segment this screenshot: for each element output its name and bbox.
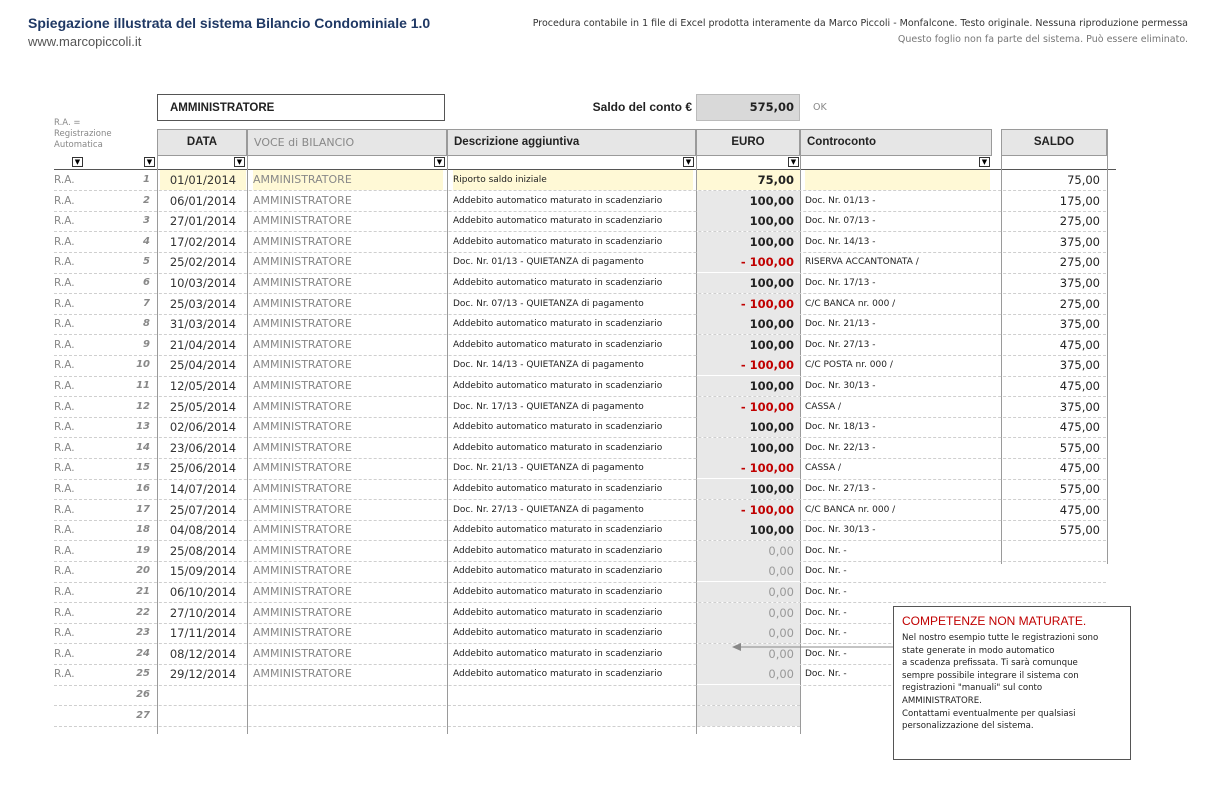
column-header-saldo[interactable]: SALDO bbox=[1001, 129, 1107, 156]
controconto-cell[interactable]: Doc. Nr. 21/13 - bbox=[805, 319, 876, 330]
column-header-euro[interactable]: EURO bbox=[696, 129, 800, 156]
description-cell[interactable]: Doc. Nr. 14/13 - QUIETANZA di pagamento bbox=[453, 360, 644, 371]
euro-cell[interactable]: - 100,00 bbox=[697, 397, 800, 417]
saldo-cell[interactable]: 375,00 bbox=[1059, 276, 1100, 290]
ra-cell: R.A. bbox=[54, 565, 75, 578]
description-cell[interactable]: Addebito automatico maturato in scadenziario bbox=[453, 236, 663, 247]
controconto-cell[interactable]: Doc. Nr. 30/13 - bbox=[805, 525, 876, 536]
date-cell[interactable] bbox=[160, 685, 246, 705]
saldo-cell[interactable]: 475,00 bbox=[1059, 502, 1100, 517]
controconto-cell[interactable]: Doc. Nr. 27/13 - bbox=[805, 339, 876, 350]
euro-cell[interactable]: 100,00 bbox=[697, 438, 800, 458]
ra-cell: R.A. bbox=[54, 297, 75, 310]
description-cell[interactable]: Addebito automatico maturato in scadenziario bbox=[453, 648, 663, 659]
row-number-cell: 10 bbox=[136, 359, 150, 371]
ra-cell: R.A. bbox=[54, 462, 75, 475]
saldo-cell[interactable]: 275,00 bbox=[1059, 255, 1100, 270]
row-number-cell: 11 bbox=[136, 380, 150, 391]
date-cell[interactable]: 25/07/2014 bbox=[169, 502, 237, 517]
description-cell[interactable]: Addebito automatico maturato in scadenziario bbox=[453, 278, 663, 288]
row-number-cell: 27 bbox=[136, 709, 150, 721]
controconto-cell[interactable]: Doc. Nr. - bbox=[805, 545, 847, 556]
ra-cell bbox=[54, 685, 104, 705]
table-row[interactable] bbox=[0, 252, 1222, 272]
date-cell[interactable]: 27/10/2014 bbox=[169, 605, 237, 620]
row-number-cell: 20 bbox=[136, 565, 150, 577]
ra-legend-line: R.A. = bbox=[54, 118, 81, 128]
table-row[interactable] bbox=[0, 170, 1222, 190]
ra-cell: R.A. bbox=[54, 194, 75, 207]
controconto-cell[interactable]: Doc. Nr. - bbox=[805, 648, 847, 659]
controconto-cell[interactable] bbox=[805, 170, 990, 190]
row-number-cell: 26 bbox=[136, 689, 150, 700]
description-cell[interactable]: Addebito automatico maturato in scadenziario bbox=[453, 628, 663, 639]
voce-cell[interactable]: AMMINISTRATORE bbox=[253, 585, 352, 598]
saldo-cell[interactable]: 475,00 bbox=[1059, 461, 1100, 476]
controconto-cell[interactable]: Doc. Nr. - bbox=[805, 607, 847, 618]
callout-line: sempre possibile integrare il sistema con bbox=[902, 670, 1079, 681]
row-number-cell: 25 bbox=[136, 668, 150, 680]
description-cell[interactable]: Addebito automatico maturato in scadenziario bbox=[453, 669, 663, 680]
ra-cell: R.A. bbox=[54, 586, 75, 598]
date-cell[interactable]: 02/06/2014 bbox=[169, 420, 237, 435]
description-cell[interactable]: Doc. Nr. 27/13 - QUIETANZA di pagamento bbox=[453, 504, 644, 515]
description-cell[interactable]: Doc. Nr. 21/13 - QUIETANZA di pagamento bbox=[453, 463, 644, 474]
euro-cell[interactable]: 0,00 bbox=[697, 623, 800, 643]
controconto-cell[interactable]: C/C BANCA nr. 000 / bbox=[805, 298, 896, 309]
callout-body bbox=[902, 632, 1122, 733]
saldo-cell[interactable]: 175,00 bbox=[1059, 193, 1100, 208]
date-cell[interactable]: 25/06/2014 bbox=[169, 461, 237, 476]
description-cell[interactable]: Addebito automatico maturato in scadenziario bbox=[453, 545, 663, 556]
description-cell[interactable]: Addebito automatico maturato in scadenziario bbox=[453, 525, 663, 536]
table-row[interactable] bbox=[0, 417, 1222, 437]
description-cell[interactable]: Doc. Nr. 17/13 - QUIETANZA di pagamento bbox=[453, 401, 644, 412]
ra-cell: R.A. bbox=[54, 338, 75, 351]
voce-cell[interactable]: AMMINISTRATORE bbox=[253, 523, 352, 537]
description-cell[interactable]: Addebito automatico maturato in scadenziario bbox=[453, 319, 663, 330]
voce-cell[interactable]: AMMINISTRATORE bbox=[253, 276, 352, 289]
date-cell[interactable]: 17/11/2014 bbox=[169, 626, 237, 641]
saldo-cell[interactable]: 275,00 bbox=[1059, 214, 1100, 229]
voce-cell[interactable]: AMMINISTRATORE bbox=[253, 170, 443, 190]
controconto-cell[interactable]: Doc. Nr. 30/13 - bbox=[805, 381, 876, 391]
description-cell[interactable] bbox=[453, 706, 693, 726]
ra-cell: R.A. bbox=[54, 441, 75, 454]
row-number-cell: 22 bbox=[136, 606, 150, 618]
date-cell[interactable]: 10/03/2014 bbox=[169, 276, 237, 290]
voce-cell[interactable] bbox=[253, 706, 443, 726]
column-header-data[interactable]: DATA bbox=[157, 129, 247, 156]
table-row[interactable] bbox=[0, 438, 1222, 458]
euro-cell[interactable]: 75,00 bbox=[697, 170, 800, 190]
row-number-cell: 24 bbox=[136, 647, 150, 659]
voce-cell[interactable]: AMMINISTRATORE bbox=[253, 646, 352, 660]
copyright-notice: Procedura contabile in 1 file di Excel prodotta interamente da Marco Piccoli - Monfalcone. Testo originale. Nessuna riproduzione permessa bbox=[532, 18, 1188, 29]
callout-line: Nel nostro esempio tutte le registrazioni sono bbox=[902, 633, 1099, 643]
euro-cell[interactable]: 100,00 bbox=[697, 211, 800, 231]
euro-cell[interactable]: 0,00 bbox=[697, 582, 800, 602]
date-cell[interactable] bbox=[160, 706, 246, 726]
callout-line: AMMINISTRATORE. bbox=[902, 695, 982, 706]
date-cell[interactable]: 04/08/2014 bbox=[169, 523, 237, 538]
saldo-cell[interactable]: 375,00 bbox=[1059, 317, 1100, 332]
row-number-cell: 7 bbox=[143, 297, 150, 309]
saldo-cell[interactable]: 375,00 bbox=[1059, 234, 1100, 249]
controconto-cell[interactable]: Doc. Nr. 17/13 - bbox=[805, 278, 876, 288]
row-number-cell: 21 bbox=[136, 586, 150, 597]
voce-cell[interactable]: AMMINISTRATORE bbox=[253, 482, 352, 495]
row-number-cell: 2 bbox=[143, 194, 150, 206]
saldo-cell[interactable]: 575,00 bbox=[1059, 482, 1100, 496]
euro-cell[interactable]: 0,00 bbox=[697, 603, 800, 623]
table-row[interactable] bbox=[0, 479, 1222, 499]
table-row[interactable] bbox=[0, 335, 1222, 355]
saldo-cell[interactable]: 375,00 bbox=[1059, 358, 1100, 373]
saldo-value-cell: 575,00 bbox=[696, 94, 800, 121]
ra-cell: R.A. bbox=[54, 606, 75, 619]
row-number-cell: 17 bbox=[136, 503, 150, 515]
callout-title: COMPETENZE NON MATURATE. bbox=[902, 614, 1087, 628]
table-row[interactable] bbox=[0, 191, 1222, 211]
controconto-cell[interactable]: CASSA / bbox=[805, 463, 842, 474]
euro-cell[interactable]: 100,00 bbox=[697, 314, 800, 334]
euro-cell[interactable]: - 100,00 bbox=[697, 252, 800, 272]
row-number-cell: 18 bbox=[136, 524, 150, 536]
euro-cell[interactable]: - 100,00 bbox=[697, 355, 800, 375]
voce-cell[interactable]: AMMINISTRATORE bbox=[253, 234, 352, 248]
description-cell[interactable]: Doc. Nr. 01/13 - QUIETANZA di pagamento bbox=[453, 257, 644, 268]
saldo-cell[interactable]: 475,00 bbox=[1059, 420, 1100, 435]
ra-cell: R.A. bbox=[54, 235, 75, 248]
description-cell[interactable]: Addebito automatico maturato in scadenziario bbox=[453, 484, 663, 494]
date-cell[interactable]: 25/02/2014 bbox=[169, 255, 237, 270]
ra-cell: R.A. bbox=[54, 359, 75, 372]
row-number-cell: 16 bbox=[136, 483, 150, 494]
controconto-cell[interactable]: RISERVA ACCANTONATA / bbox=[805, 257, 919, 268]
controconto-cell[interactable]: Doc. Nr. - bbox=[805, 587, 847, 597]
date-cell[interactable]: 31/03/2014 bbox=[169, 317, 237, 332]
euro-cell[interactable]: 100,00 bbox=[697, 273, 800, 293]
voce-cell[interactable]: AMMINISTRATORE bbox=[253, 440, 352, 454]
ok-status: OK bbox=[813, 102, 827, 113]
controconto-cell[interactable]: Doc. Nr. 22/13 - bbox=[805, 442, 876, 453]
site-link[interactable]: www.marcopiccoli.it bbox=[28, 34, 142, 49]
date-cell[interactable]: 17/02/2014 bbox=[169, 234, 237, 249]
filter-dropdown-icon[interactable]: ▼ bbox=[144, 157, 155, 167]
callout-line: Contattami eventualmente per qualsiasi bbox=[902, 708, 1076, 719]
ra-cell: R.A. bbox=[54, 483, 75, 495]
table-row[interactable] bbox=[0, 314, 1222, 334]
row-number-cell: 12 bbox=[136, 400, 150, 412]
controconto-cell[interactable]: Doc. Nr. 18/13 - bbox=[805, 422, 876, 433]
saldo-cell[interactable]: 575,00 bbox=[1059, 440, 1100, 455]
filter-dropdown-icon[interactable]: ▼ bbox=[788, 157, 799, 167]
ra-cell: R.A. bbox=[54, 174, 75, 186]
ra-legend bbox=[54, 118, 144, 151]
saldo-cell[interactable]: 375,00 bbox=[1059, 399, 1100, 414]
description-cell[interactable]: Addebito automatico maturato in scadenziario bbox=[453, 339, 663, 350]
row-number-cell: 4 bbox=[143, 235, 150, 247]
voce-cell[interactable] bbox=[253, 685, 443, 705]
controconto-cell[interactable]: Doc. Nr. 07/13 - bbox=[805, 216, 876, 227]
date-cell[interactable]: 25/05/2014 bbox=[169, 399, 237, 414]
date-cell[interactable]: 14/07/2014 bbox=[169, 482, 237, 496]
row-number-cell: 19 bbox=[136, 544, 150, 556]
euro-cell[interactable]: 0,00 bbox=[697, 644, 800, 664]
controconto-cell[interactable]: Doc. Nr. - bbox=[805, 566, 847, 577]
callout-line: state generate in modo automatico bbox=[902, 645, 1055, 656]
table-row[interactable] bbox=[0, 232, 1222, 252]
column-header-voce[interactable]: VOCE di BILANCIO bbox=[247, 129, 447, 156]
euro-cell[interactable]: 100,00 bbox=[697, 417, 800, 437]
filter-dropdown-icon[interactable]: ▼ bbox=[683, 157, 694, 167]
filter-dropdown-icon[interactable]: ▼ bbox=[979, 157, 990, 167]
date-cell[interactable]: 15/09/2014 bbox=[169, 564, 237, 579]
saldo-cell[interactable] bbox=[1002, 561, 1106, 581]
table-row[interactable] bbox=[0, 273, 1222, 293]
voce-cell[interactable]: AMMINISTRATORE bbox=[253, 337, 352, 351]
table-row[interactable] bbox=[0, 458, 1222, 478]
row-number-cell: 13 bbox=[136, 421, 150, 433]
description-cell[interactable]: Addebito automatico maturato in scadenziario bbox=[453, 607, 663, 618]
filter-dropdown-icon[interactable]: ▼ bbox=[234, 157, 245, 167]
table-row[interactable] bbox=[0, 294, 1222, 314]
row-number-cell: 9 bbox=[143, 338, 150, 350]
description-cell[interactable]: Addebito automatico maturato in scadenziario bbox=[453, 587, 663, 597]
euro-cell[interactable]: 100,00 bbox=[697, 520, 800, 540]
controconto-cell[interactable]: C/C BANCA nr. 000 / bbox=[805, 504, 896, 515]
date-cell[interactable]: 08/12/2014 bbox=[169, 646, 237, 661]
callout-line: registrazioni "manuali" sul conto bbox=[902, 683, 1043, 694]
description-cell[interactable]: Addebito automatico maturato in scadenziario bbox=[453, 442, 663, 453]
description-cell[interactable]: Addebito automatico maturato in scadenziario bbox=[453, 381, 663, 391]
euro-cell[interactable]: - 100,00 bbox=[697, 458, 800, 478]
saldo-cell[interactable]: 575,00 bbox=[1059, 523, 1100, 538]
euro-cell[interactable]: 0,00 bbox=[697, 541, 800, 561]
date-cell[interactable]: 21/04/2014 bbox=[169, 337, 237, 352]
euro-cell[interactable]: - 100,00 bbox=[697, 294, 800, 314]
row-number-cell: 1 bbox=[143, 174, 150, 185]
voce-cell[interactable]: AMMINISTRATORE bbox=[253, 255, 352, 269]
table-row[interactable] bbox=[0, 397, 1222, 417]
row-number-cell: 23 bbox=[136, 627, 150, 639]
ra-cell bbox=[54, 706, 104, 726]
ra-cell: R.A. bbox=[54, 421, 75, 434]
row-number-cell: 15 bbox=[136, 462, 150, 474]
ra-cell: R.A. bbox=[54, 524, 75, 537]
controconto-cell[interactable]: Doc. Nr. - bbox=[805, 628, 847, 639]
info-callout bbox=[893, 606, 1131, 760]
ra-cell: R.A. bbox=[54, 277, 75, 289]
column-header-controconto[interactable]: Controconto bbox=[800, 129, 992, 156]
ra-legend-line: Automatica bbox=[54, 140, 103, 150]
voce-cell[interactable]: AMMINISTRATORE bbox=[253, 502, 352, 516]
description-cell[interactable]: Addebito automatico maturato in scadenziario bbox=[453, 216, 663, 227]
euro-cell[interactable]: 100,00 bbox=[697, 335, 800, 355]
voce-cell[interactable]: AMMINISTRATORE bbox=[253, 564, 352, 578]
controconto-cell[interactable]: C/C POSTA nr. 000 / bbox=[805, 360, 893, 371]
sheet-note: Questo foglio non fa parte del sistema. Può essere eliminato. bbox=[897, 34, 1188, 45]
ra-cell: R.A. bbox=[54, 503, 75, 516]
voce-cell[interactable]: AMMINISTRATORE bbox=[253, 358, 352, 372]
table-row[interactable] bbox=[0, 582, 1222, 602]
ra-cell: R.A. bbox=[54, 544, 75, 557]
ra-cell: R.A. bbox=[54, 256, 75, 269]
ra-cell: R.A. bbox=[54, 627, 75, 640]
controconto-cell[interactable]: Doc. Nr. 14/13 - bbox=[805, 236, 876, 247]
euro-cell[interactable]: 100,00 bbox=[697, 479, 800, 499]
euro-cell[interactable]: - 100,00 bbox=[697, 500, 800, 520]
date-cell[interactable]: 06/10/2014 bbox=[169, 585, 237, 599]
ra-cell: R.A. bbox=[54, 400, 75, 413]
voce-cell[interactable]: AMMINISTRATORE bbox=[253, 543, 352, 557]
table-row[interactable] bbox=[0, 355, 1222, 375]
ra-cell: R.A. bbox=[54, 668, 75, 681]
description-cell[interactable]: Addebito automatico maturato in scadenziario bbox=[453, 422, 663, 433]
table-row[interactable] bbox=[0, 561, 1222, 581]
voce-cell[interactable]: AMMINISTRATORE bbox=[253, 461, 352, 475]
saldo-label: Saldo del conto € bbox=[592, 100, 692, 114]
table-row[interactable] bbox=[0, 211, 1222, 231]
voce-cell[interactable]: AMMINISTRATORE bbox=[253, 626, 352, 640]
date-cell[interactable]: 23/06/2014 bbox=[169, 440, 237, 455]
euro-cell[interactable]: 100,00 bbox=[697, 376, 800, 396]
sheet-title: Spiegazione illustrata del sistema Bilancio Condominiale 1.0 bbox=[28, 15, 431, 31]
saldo-cell[interactable] bbox=[1002, 541, 1106, 561]
voce-cell[interactable]: AMMINISTRATORE bbox=[253, 193, 352, 207]
saldo-cell[interactable]: 475,00 bbox=[1059, 379, 1100, 393]
controconto-cell[interactable]: Doc. Nr. - bbox=[805, 669, 847, 680]
filter-dropdown-icon[interactable]: ▼ bbox=[434, 157, 445, 167]
callout-line: a scadenza prefissata. Ti sarà comunque bbox=[902, 658, 1078, 669]
euro-cell[interactable]: 100,00 bbox=[697, 232, 800, 252]
date-cell[interactable]: 01/01/2014 bbox=[160, 170, 246, 190]
table-row[interactable] bbox=[0, 376, 1222, 396]
arrow-left-icon bbox=[730, 640, 895, 654]
description-cell[interactable] bbox=[453, 685, 693, 705]
ra-cell: R.A. bbox=[54, 318, 75, 331]
table-row[interactable] bbox=[0, 520, 1222, 540]
ra-legend-line: Registrazione bbox=[54, 129, 112, 139]
description-cell[interactable]: Addebito automatico maturato in scadenziario bbox=[453, 566, 663, 577]
row-number-cell: 8 bbox=[143, 318, 150, 330]
voce-cell[interactable]: AMMINISTRATORE bbox=[253, 399, 352, 413]
table-row[interactable] bbox=[0, 500, 1222, 520]
description-cell[interactable]: Doc. Nr. 07/13 - QUIETANZA di pagamento bbox=[453, 298, 644, 309]
date-cell[interactable]: 25/04/2014 bbox=[169, 358, 237, 373]
controconto-cell[interactable]: Doc. Nr. 27/13 - bbox=[805, 484, 876, 494]
controconto-cell[interactable]: Doc. Nr. 01/13 - bbox=[805, 195, 876, 206]
date-cell[interactable]: 06/01/2014 bbox=[169, 193, 237, 208]
row-number-cell: 5 bbox=[143, 256, 150, 268]
euro-cell[interactable] bbox=[697, 685, 800, 705]
date-cell[interactable]: 27/01/2014 bbox=[169, 214, 237, 229]
account-name-cell[interactable]: AMMINISTRATORE bbox=[157, 94, 445, 121]
description-cell[interactable]: Addebito automatico maturato in scadenziario bbox=[453, 195, 663, 206]
euro-cell[interactable]: 0,00 bbox=[697, 561, 800, 581]
row-number-cell: 6 bbox=[143, 277, 150, 288]
ra-cell: R.A. bbox=[54, 215, 75, 228]
description-cell[interactable]: Riporto saldo iniziale bbox=[453, 170, 693, 190]
euro-cell[interactable] bbox=[697, 706, 800, 726]
date-cell[interactable]: 12/05/2014 bbox=[169, 379, 237, 393]
row-number-cell: 3 bbox=[143, 215, 150, 227]
ra-cell: R.A. bbox=[54, 647, 75, 660]
euro-cell[interactable]: 100,00 bbox=[697, 191, 800, 211]
saldo-cell[interactable]: 75,00 bbox=[1067, 173, 1100, 187]
date-cell[interactable]: 29/12/2014 bbox=[169, 667, 237, 682]
saldo-cell[interactable]: 275,00 bbox=[1059, 296, 1100, 311]
voce-cell[interactable]: AMMINISTRATORE bbox=[253, 214, 352, 228]
saldo-cell[interactable]: 475,00 bbox=[1059, 337, 1100, 352]
callout-line: personalizzazione del sistema. bbox=[902, 721, 1034, 732]
date-cell[interactable]: 25/03/2014 bbox=[169, 296, 237, 311]
voce-cell[interactable]: AMMINISTRATORE bbox=[253, 296, 352, 310]
filter-dropdown-icon[interactable]: ▼ bbox=[72, 157, 83, 167]
controconto-cell[interactable]: CASSA / bbox=[805, 401, 842, 412]
euro-cell[interactable]: 0,00 bbox=[697, 664, 800, 684]
table-row[interactable] bbox=[0, 541, 1222, 561]
voce-cell[interactable]: AMMINISTRATORE bbox=[253, 317, 352, 331]
voce-cell[interactable]: AMMINISTRATORE bbox=[253, 605, 352, 619]
voce-cell[interactable]: AMMINISTRATORE bbox=[253, 379, 352, 392]
voce-cell[interactable]: AMMINISTRATORE bbox=[253, 667, 352, 681]
ra-cell: R.A. bbox=[54, 380, 75, 392]
row-number-cell: 14 bbox=[136, 441, 150, 453]
saldo-cell[interactable] bbox=[1002, 582, 1106, 602]
date-cell[interactable]: 25/08/2014 bbox=[169, 543, 237, 558]
voce-cell[interactable]: AMMINISTRATORE bbox=[253, 420, 352, 434]
column-header-descrizione[interactable]: Descrizione aggiuntiva bbox=[447, 129, 696, 156]
row-divider bbox=[54, 726, 800, 727]
